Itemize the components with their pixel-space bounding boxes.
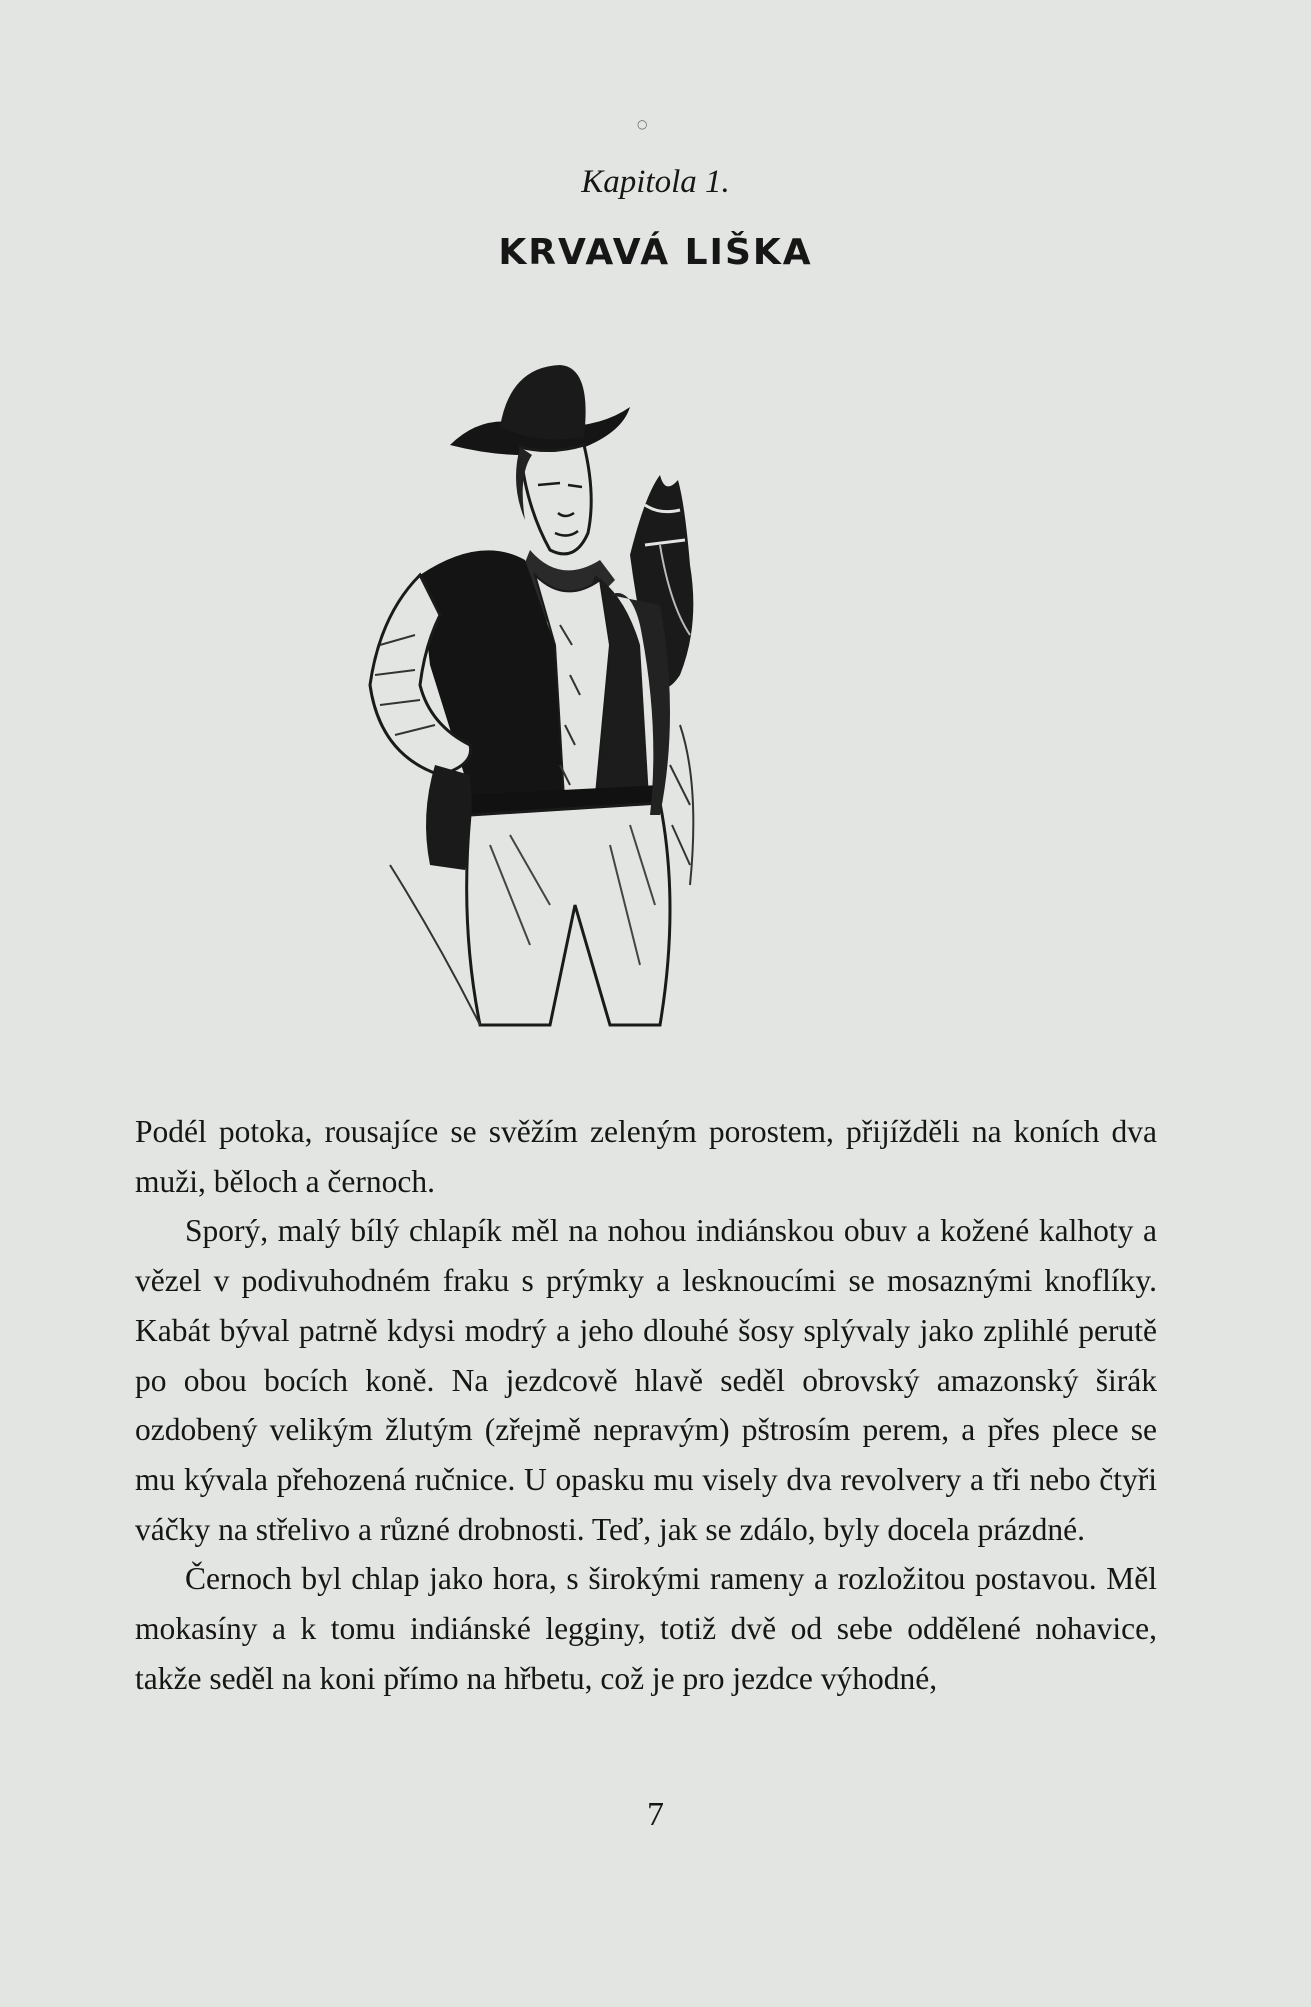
chapter-title: KRVAVÁ LIŠKA bbox=[498, 232, 813, 273]
top-mark: ○ bbox=[637, 117, 648, 131]
body-text bbox=[135, 1107, 1157, 1703]
paragraph: Černoch byl chlap jako hora, s širokými rameny a rozložitou postavou. Měl mokasíny a k tomu indiánské legginy, totiž dvě od sebe oddělené nohavice, takže seděl na koni přímo na hřbetu, což je pro jezdce výhodné, bbox=[135, 1561, 1157, 1696]
cowboy-illustration bbox=[360, 345, 880, 1035]
page-number: 7 bbox=[647, 1796, 664, 1833]
paragraph: Sporý, malý bílý chlapík měl na nohou indiánskou obuv a kožené kalhoty a vězel v podivuhodném fraku s prýmky a lesknoucími se mosaznými knoflíky. Kabát býval patrně kdysi modrý a jeho dlouhé šosy splývaly jako zplihlé perutě po obou bocích koně. Na jezdcově hlavě seděl obrovský amazonský širák ozdobený velikým žlutým (zřejmě nepravým) pštrosím perem, a přes plece se mu kývala přehozená ručnice. U opasku mu visely dva revolvery a tři nebo čtyři váčky na střelivo a různé drobnosti. Teď, jak se zdálo, byly docela prázdné. bbox=[135, 1213, 1157, 1547]
chapter-label: Kapitola 1. bbox=[581, 164, 730, 200]
face bbox=[520, 445, 591, 554]
holster bbox=[426, 765, 472, 870]
trousers bbox=[467, 803, 670, 1025]
hat-crown bbox=[500, 365, 586, 439]
paragraph: Podél potoka, rousajíce se svěžím zeleným porostem, přijížděli na koních dva muži, běloch a černoch. bbox=[135, 1114, 1157, 1199]
